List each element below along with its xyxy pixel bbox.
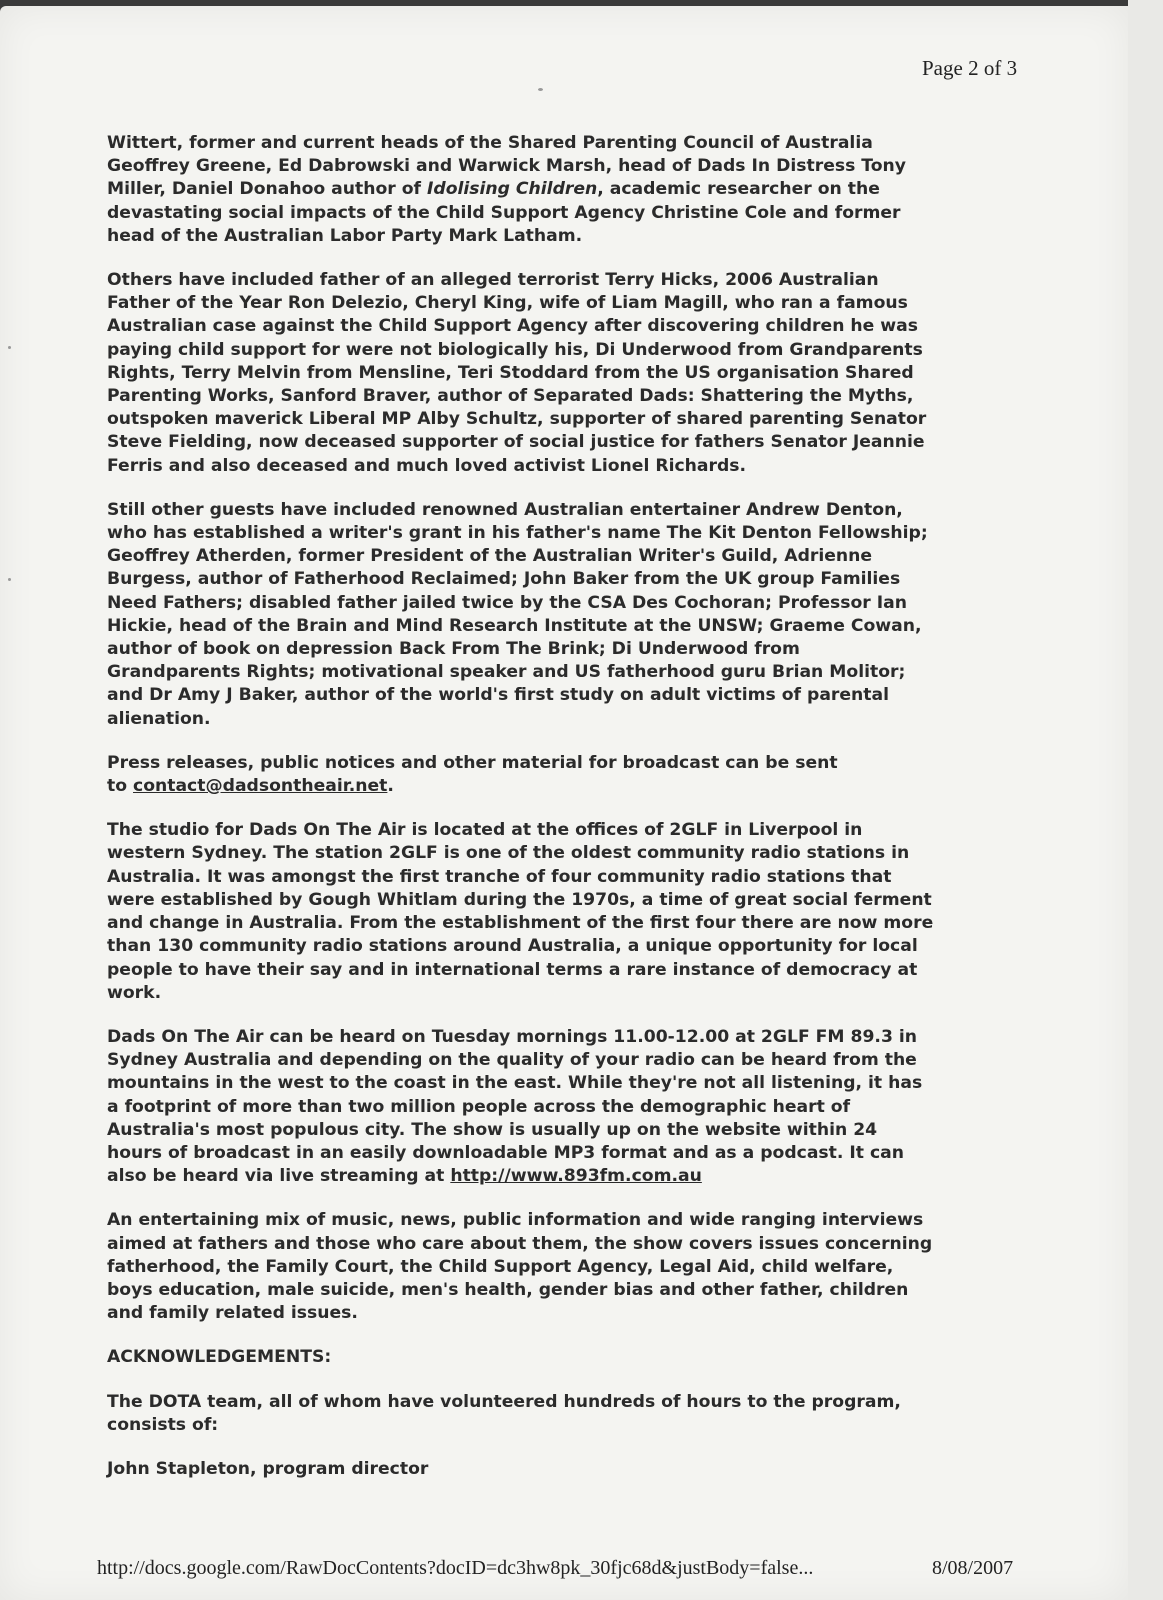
text-line: Australian case against the Child Support Agency after discovering children he was xyxy=(107,316,918,337)
text-line: Dads On The Air can be heard on Tuesday mornings 11.00-12.00 at 2GLF FM 89.3 in xyxy=(107,1026,918,1047)
text-line: The DOTA team, all of whom have volunteered hundreds of hours to the program, xyxy=(107,1391,901,1412)
text-line: and family related issues. xyxy=(107,1303,358,1324)
text-span: to xyxy=(107,776,134,797)
text-line: Need Fathers; disabled father jailed twice by the CSA Des Cochoran; Professor Ian xyxy=(107,592,907,613)
text-line: consists of: xyxy=(107,1414,219,1435)
text-line xyxy=(107,178,1022,201)
text-line: outspoken maverick Liberal MP Alby Schultz, supporter of shared parenting Senator xyxy=(107,409,927,430)
text-line: Burgess, author of Fatherhood Reclaimed; John Baker from the UK group Families xyxy=(107,569,901,590)
book-title: Idolising Children xyxy=(427,179,598,200)
text-line: author of book on depression Back From The Brink; Di Underwood from xyxy=(107,639,800,660)
text-line: Australia's most populous city. The show is usually up on the website within 24 xyxy=(107,1119,878,1140)
document-body xyxy=(107,132,1022,1502)
text-lines xyxy=(107,1026,1022,1165)
contact-email-link[interactable]: contact@dadsontheair.net xyxy=(133,776,388,797)
paragraph-guests-continued xyxy=(107,132,1022,248)
scan-speck xyxy=(538,88,543,91)
text-span: Miller, Daniel Donahoo author of xyxy=(107,179,427,200)
text-line: Sydney Australia and depending on the quality of your radio can be heard from the xyxy=(107,1050,917,1071)
text-line: Steve Fielding, now deceased supporter of social justice for fathers Senator Jeannie xyxy=(107,432,925,453)
text-line: An entertaining mix of music, news, public information and wide ranging interviews xyxy=(107,1210,924,1231)
text-line: than 130 community radio stations around Australia, a unique opportunity for local xyxy=(107,936,918,957)
text-line: Wittert, former and current heads of the Shared Parenting Council of Australia xyxy=(107,133,873,153)
text-line: and change in Australia. From the establishment of the first four there are now more xyxy=(107,913,934,934)
text-line: Australia. It was amongst the first tranche of four community radio stations that xyxy=(107,866,892,887)
text-line: head of the Australian Labor Party Mark Latham. xyxy=(107,225,583,246)
footer-date: 8/08/2007 xyxy=(932,1557,1014,1579)
scan-edge xyxy=(1128,0,1163,1600)
text-line: aimed at fathers and those who care about them, the show covers issues concerning xyxy=(107,1233,933,1254)
text-line xyxy=(107,1165,1022,1188)
text-line: people to have their say and in international terms a rare instance of democracy at xyxy=(107,959,918,980)
text-line: devastating social impacts of the Child Support Agency Christine Cole and former xyxy=(107,202,901,223)
paragraph-other-guests xyxy=(107,269,1022,478)
text-line: who has established a writer's grant in his father's name The Kit Denton Fellowship; xyxy=(107,523,928,544)
text-span: , academic researcher on the xyxy=(597,179,880,200)
paragraph-studio xyxy=(107,819,1022,1005)
text-line xyxy=(107,775,1022,798)
scan-speck xyxy=(8,346,11,349)
text-line: fatherhood, the Family Court, the Child Support Agency, Legal Aid, child welfare, xyxy=(107,1256,894,1277)
text-line: alienation. xyxy=(107,708,211,729)
text-line: mountains in the west to the coast in the east. While they're not all listening, it has xyxy=(107,1073,923,1094)
text-line: Geoffrey Atherden, former President of the Australian Writer's Guild, Adrienne xyxy=(107,546,873,567)
text-line: boys education, male suicide, men's health, gender bias and other father, children xyxy=(107,1279,909,1300)
text-line: John Stapleton, program director xyxy=(107,1458,429,1479)
text-line: and Dr Amy J Baker, author of the world's first study on adult victims of parental xyxy=(107,685,889,706)
text-line: Father of the Year Ron Delezio, Cheryl King, wife of Liam Magill, who ran a famous xyxy=(107,293,908,314)
text-line: paying child support for were not biologically his, Di Underwood from Grandparents xyxy=(107,339,923,360)
text-line: Still other guests have included renowned Australian entertainer Andrew Denton, xyxy=(107,499,903,520)
text-span: . xyxy=(387,776,394,797)
scan-speck xyxy=(8,578,11,581)
paragraph-still-other-guests xyxy=(107,499,1022,731)
text-line: work. xyxy=(107,982,162,1003)
text-line: were established by Gough Whitlam during the 1970s, a time of great social ferment xyxy=(107,889,932,910)
text-line: hours of broadcast in an easily downloadable MP3 format and as a podcast. It can xyxy=(107,1142,904,1163)
text-line: a footprint of more than two million people across the demographic heart of xyxy=(107,1096,851,1117)
text-line: Geoffrey Greene, Ed Dabrowski and Warwick Marsh, head of Dads In Distress Tony xyxy=(107,156,906,177)
text-line: Hickie, head of the Brain and Mind Research Institute at the UNSW; Graeme Cowan, xyxy=(107,615,922,636)
text-line: Others have included father of an alleged terrorist Terry Hicks, 2006 Australian xyxy=(107,270,879,291)
streaming-link[interactable]: http://www.893fm.com.au xyxy=(450,1166,702,1187)
text-line: Rights, Terry Melvin from Mensline, Teri Stoddard from the US organisation Shared xyxy=(107,362,914,383)
text-line: Ferris and also deceased and much loved activist Lionel Richards. xyxy=(107,455,747,476)
text-line: Press releases, public notices and other material for broadcast can be sent xyxy=(107,752,838,773)
acknowledgements-heading xyxy=(107,1346,1022,1369)
text-line: Grandparents Rights; motivational speaker and US fatherhood guru Brian Molitor; xyxy=(107,662,906,683)
heading-text: ACKNOWLEDGEMENTS: xyxy=(107,1347,332,1368)
text-line: western Sydney. The station 2GLF is one of the oldest community radio stations in xyxy=(107,843,910,864)
paragraph-press-releases xyxy=(107,752,1022,798)
paragraph-show-description xyxy=(107,1209,1022,1325)
paragraph-team-member xyxy=(107,1458,1022,1481)
paragraph-broadcast-times xyxy=(107,1026,1022,1188)
page-number: Page 2 of 3 xyxy=(922,56,1018,80)
text-span: also be heard via live streaming at xyxy=(107,1166,451,1187)
footer-url: http://docs.google.com/RawDocContents?docID=dc3hw8pk_30fjc68d&justBody=false... xyxy=(97,1557,814,1579)
paragraph-dota-team xyxy=(107,1391,1022,1437)
text-line: The studio for Dads On The Air is located at the offices of 2GLF in Liverpool in xyxy=(107,820,863,841)
text-line: Parenting Works, Sanford Braver, author of Separated Dads: Shattering the Myths, xyxy=(107,386,914,407)
